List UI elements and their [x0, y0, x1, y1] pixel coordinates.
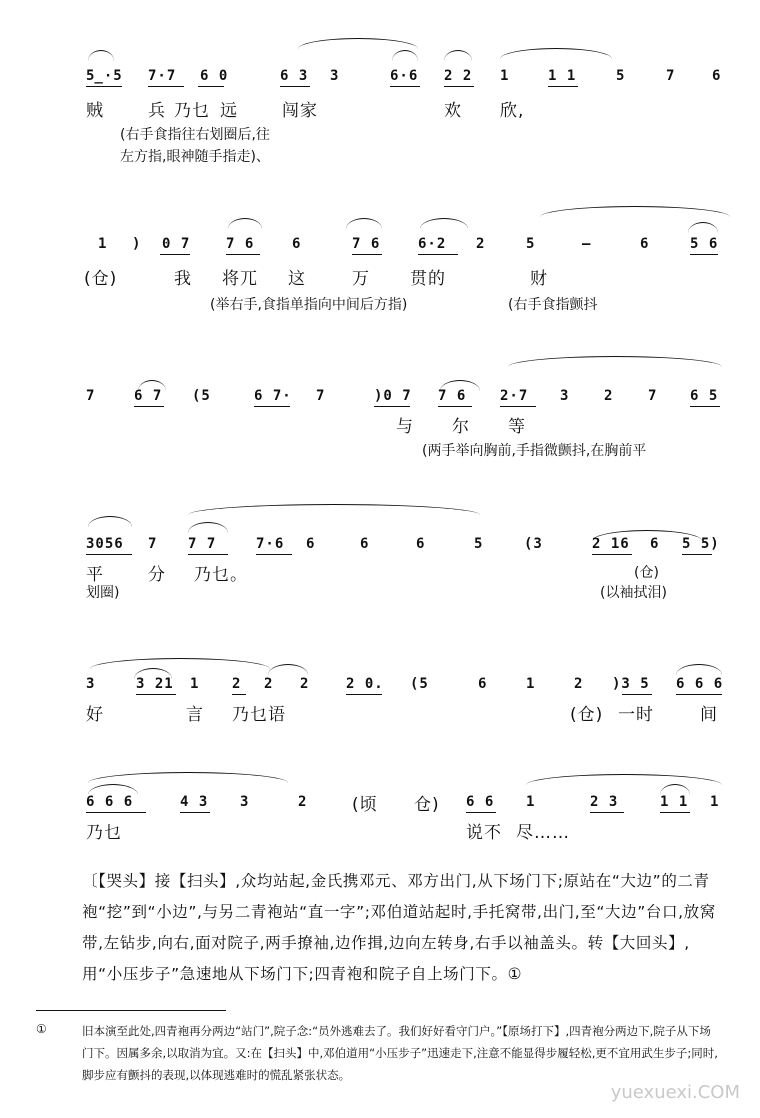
note: 6 5	[690, 388, 719, 404]
note: 7	[148, 536, 158, 552]
note: )	[132, 236, 142, 252]
note: 2 2	[444, 68, 473, 84]
note: 2·7	[500, 388, 529, 404]
note: 1 1	[548, 68, 577, 84]
lyric: 贯的	[410, 269, 446, 289]
lyric: 平	[86, 565, 104, 585]
lyric: 等	[508, 417, 526, 437]
note: )0 7	[374, 388, 412, 404]
note: 2	[232, 676, 242, 692]
lyric: 与	[396, 417, 414, 437]
lyric: 乃乜。	[194, 565, 248, 585]
note: 6	[360, 536, 370, 552]
note: (5	[410, 676, 429, 692]
note: 1	[526, 676, 536, 692]
note: 2	[476, 236, 486, 252]
lyric: 乃乜	[174, 101, 210, 121]
watermark: yuexuexi.COM	[610, 1082, 740, 1103]
note: 7 6	[438, 388, 467, 404]
lyric: 贼	[86, 101, 104, 121]
lyric: 说不	[466, 823, 502, 843]
note: 6·6	[390, 68, 419, 84]
footnote-mark: ①	[36, 1022, 47, 1036]
note: 7	[666, 68, 676, 84]
lyric: 好	[86, 705, 104, 725]
lyric: 尔	[452, 417, 470, 437]
lyric: 我	[174, 269, 192, 289]
note: 2	[298, 794, 308, 810]
note: 6 6 6	[86, 794, 134, 810]
note: 5 6	[690, 236, 719, 252]
stage-instruction: (仓)	[634, 565, 659, 581]
lyric: 分	[148, 565, 166, 585]
note: (3	[524, 536, 543, 552]
stage-instruction: 划圈)	[86, 585, 120, 601]
lyric: 闯家	[282, 101, 318, 121]
lyric: 乃乜语	[232, 705, 286, 725]
note: 6 6 6	[676, 676, 724, 692]
note: 2	[264, 676, 274, 692]
lyric: 远	[220, 101, 238, 121]
note: 5̲·5	[86, 68, 123, 84]
note: 6	[640, 236, 650, 252]
lyric: 乃乜	[86, 823, 122, 843]
note: 1	[710, 794, 720, 810]
note: (顷	[352, 795, 378, 815]
note: 1	[526, 794, 536, 810]
note: 6 0	[200, 68, 229, 84]
footnote-text: 旧本演至此处,四青袍再分两边“站门”,院子念:“员外逃难去了。我们好好看守门户。”【原场打下】,四青袍分两边下,院子从下场门下。因属多余,以取消为宜。又:在【扫头】中,邓伯道用“小压步子”迅速走下,注意不能显得步履轻松,更不宜用武生步子;同时,脚步应有颤抖的表现,以体现逃难时的慌乱紧张状态。	[82, 1024, 718, 1082]
note: 5	[474, 536, 484, 552]
note: 2 0.	[346, 676, 384, 692]
lyric: (仓)	[84, 269, 118, 289]
note: 6	[292, 236, 302, 252]
note: 6·2	[418, 236, 447, 252]
note: 7	[648, 388, 658, 404]
note: 7	[86, 388, 96, 404]
note: 1	[500, 68, 510, 84]
lyric: 言	[186, 705, 204, 725]
note: 3	[330, 68, 340, 84]
note: 7 7	[188, 536, 217, 552]
note: 2	[604, 388, 614, 404]
note: 2 3	[590, 794, 619, 810]
note: 仓)	[414, 795, 440, 815]
lyric: 欢	[444, 101, 462, 121]
note: 7·7	[148, 68, 177, 84]
note: 1 1	[660, 794, 689, 810]
lyric: 兵	[148, 101, 166, 121]
note: 6 6	[466, 794, 495, 810]
lyric: 将兀	[222, 269, 258, 289]
footnote-divider	[36, 1010, 226, 1011]
note: 6 7	[134, 388, 163, 404]
lyric: 万	[352, 269, 370, 289]
lyric: (仓)	[570, 705, 604, 725]
note: 3	[560, 388, 570, 404]
note: 3	[240, 794, 250, 810]
lyric: 这	[288, 269, 306, 289]
note: 6	[416, 536, 426, 552]
stage-instruction: (两手举向胸前,手指微颤抖,在胸前平	[422, 443, 647, 459]
note: 7	[316, 388, 326, 404]
note: 7 6	[352, 236, 381, 252]
note: (5	[192, 388, 211, 404]
note: 5	[526, 236, 536, 252]
note: )3 5	[612, 676, 650, 692]
note: 1	[98, 236, 108, 252]
stage-instruction: (右手食指往右划圈后,往 左方指,眼神随手指走)、	[120, 127, 270, 165]
stage-instruction: (以袖拭泪)	[600, 585, 667, 601]
note: 6	[306, 536, 316, 552]
lyric: 财	[530, 269, 548, 289]
note: 5 5)	[682, 536, 720, 552]
note: 6	[650, 536, 660, 552]
note: 3056	[86, 536, 124, 552]
note: 7 6	[226, 236, 255, 252]
note: 3	[86, 676, 96, 692]
note: 3 21	[136, 676, 174, 692]
lyric: 尽……	[516, 823, 570, 843]
lyric: 一时	[618, 705, 654, 725]
note: 6 7·	[254, 388, 292, 404]
note: 2 16	[592, 536, 630, 552]
lyric: 欣,	[500, 101, 525, 121]
note: 7·6	[256, 536, 285, 552]
lyric: 间	[700, 705, 718, 725]
note: 2	[574, 676, 584, 692]
note: –	[582, 236, 592, 252]
stage-direction-paragraph: 〔【哭头】接【扫头】,众均站起,金氏携邓元、邓方出门,从下场门下;原站在“大边”的二青袍“挖”到“小边”,与另二青袍站“直一字”;邓伯道站起时,手托窝带,出门,至“大边”台口,放窝带,左钻步,向右,面对院子,两手撩袖,边作揖,边向左转身,右手以袖盖头。转【大回头】,用“小压步子”急速地从下场门下;四青袍和院子自上场门下。①	[82, 872, 716, 983]
note: 6 3	[280, 68, 309, 84]
stage-instruction: (右手食指颤抖	[508, 297, 598, 313]
note: 6	[478, 676, 488, 692]
note: 6	[712, 68, 722, 84]
note: 0 7	[162, 236, 191, 252]
stage-instruction: (举右手,食指单指向中间后方指)	[210, 297, 408, 313]
note: 2	[300, 676, 310, 692]
note: 5	[616, 68, 626, 84]
note: 4 3	[180, 794, 209, 810]
note: 1	[190, 676, 200, 692]
